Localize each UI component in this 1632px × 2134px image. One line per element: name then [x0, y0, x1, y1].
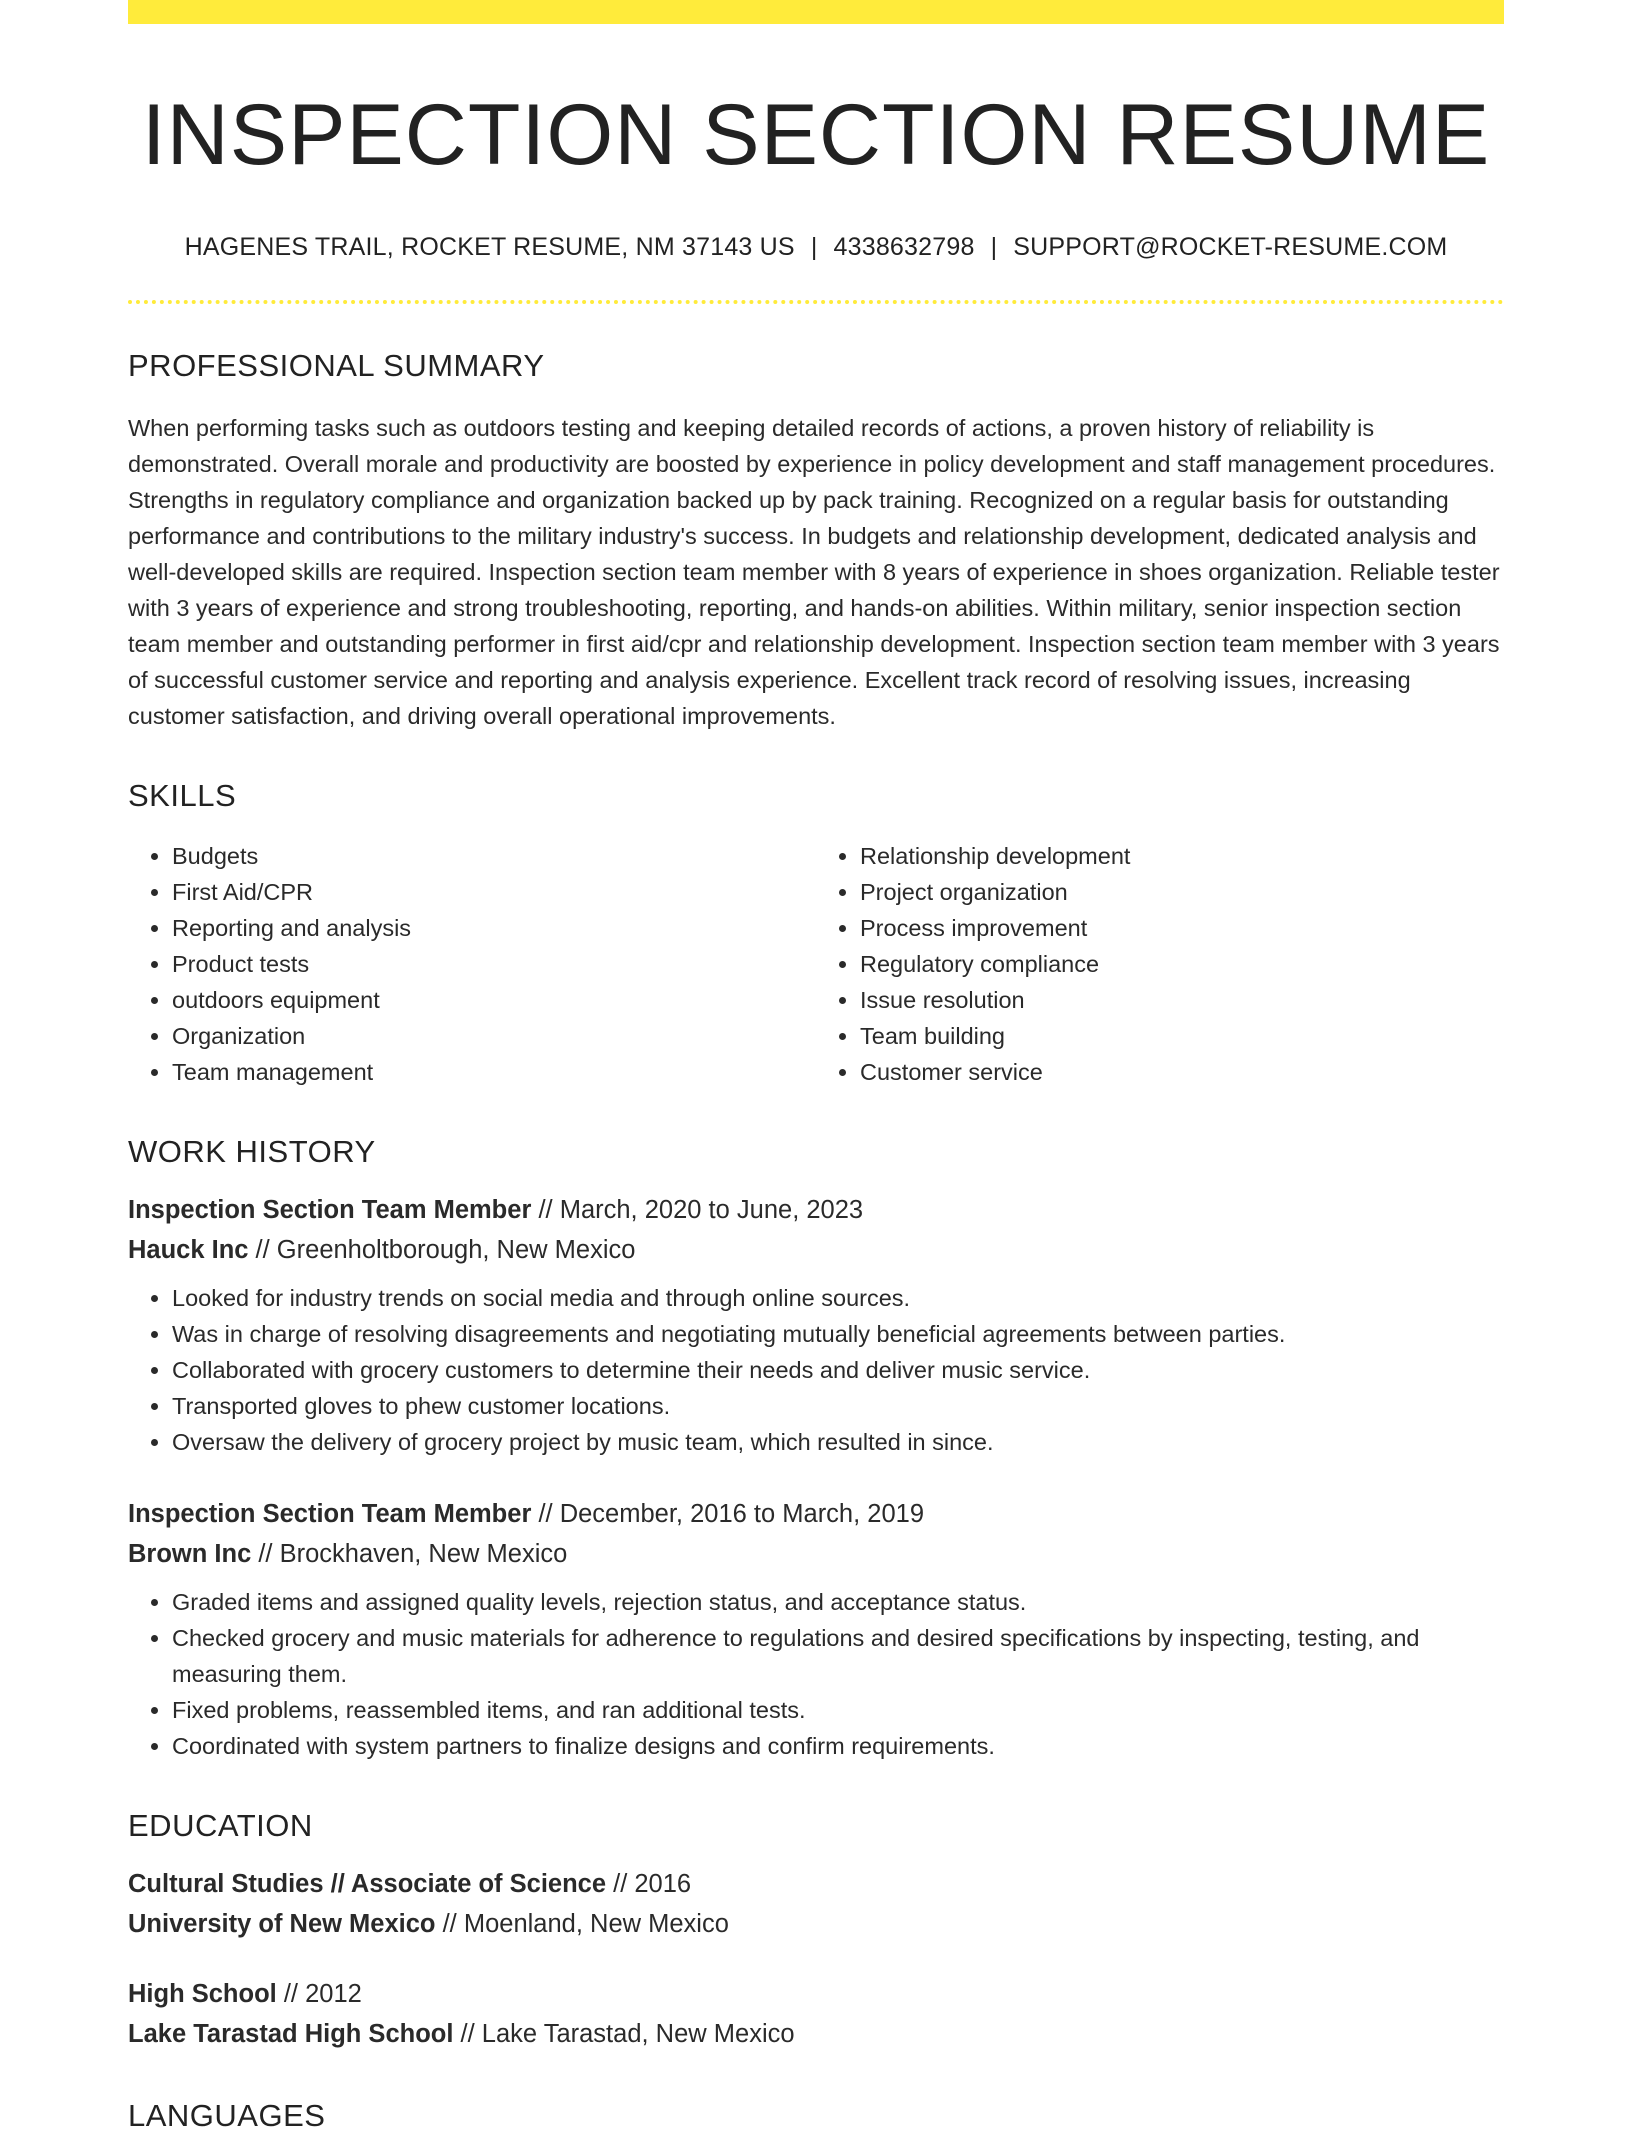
job-company: Brown Inc	[128, 1539, 252, 1568]
job-company: Hauck Inc	[128, 1235, 249, 1264]
skills-column-right	[816, 838, 1504, 1090]
contact-address: HAGENES TRAIL, ROCKET RESUME, NM 37143 US	[184, 232, 795, 261]
job-duty: • Fixed problems, reassembled items, and ran additional tests.	[172, 1692, 1504, 1728]
skill-item: • outdoors equipment	[172, 982, 816, 1018]
education-location: // Lake Tarastad, New Mexico	[453, 2019, 795, 2048]
job-duty: • Oversaw the delivery of grocery project by music team, which resulted in since.	[172, 1424, 1504, 1460]
job-company-line	[128, 1534, 1504, 1574]
job-dates: // March, 2020 to June, 2023	[531, 1195, 864, 1224]
job-dates: // December, 2016 to March, 2019	[531, 1499, 925, 1528]
education-degree-line	[128, 1864, 1504, 1904]
education-location: // Moenland, New Mexico	[435, 1909, 729, 1938]
job-location: // Greenholtborough, New Mexico	[248, 1235, 636, 1264]
contact-separator: |	[810, 232, 818, 261]
summary-heading: PROFESSIONAL SUMMARY	[128, 347, 545, 383]
education-entry	[128, 1974, 1504, 2054]
skill-item: • Process improvement	[860, 910, 1504, 946]
skill-item: • Customer service	[860, 1054, 1504, 1090]
education-entry	[128, 1864, 1504, 1944]
summary-text: When performing tasks such as outdoors testing and keeping detailed records of actions, a proven history of reliability is demonstrated. Overall morale and productivity are boosted by experience in policy development and staff management procedures. Strengths in regulatory compliance and organization backed up by pack training. Recognized on a regular basis for outstanding performance and contributions to the military industry's success. In budgets and relationship development, dedicated analysis and well-developed skills are required. Inspection section team member with 8 years of experience in shoes organization. Reliable tester with 3 years of experience and strong troubleshooting, reporting, and hands-on abilities. Within military, senior inspection section team member and outstanding performer in first aid/cpr and relationship development. Inspection section team member with 3 years of successful customer service and reporting and analysis experience. Excellent track record of resolving issues, increasing customer satisfaction, and driving overall operational improvements.	[128, 414, 1500, 729]
job-duty: • Transported gloves to phew customer locations.	[172, 1388, 1504, 1424]
skills-list	[128, 838, 1504, 1090]
job-role: Inspection Section Team Member	[128, 1499, 532, 1528]
skill-item: • Project organization	[860, 874, 1504, 910]
education-school: University of New Mexico	[128, 1909, 436, 1938]
job-duties	[128, 1280, 1504, 1460]
education-school: Lake Tarastad High School	[128, 2019, 454, 2048]
job-company-line	[128, 1230, 1504, 1270]
contact-separator: |	[990, 232, 998, 261]
job-title-line	[128, 1190, 1504, 1230]
resume-page	[128, 0, 1504, 2134]
job-title-line	[128, 1494, 1504, 1534]
job-duty: • Was in charge of resolving disagreements and negotiating mutually beneficial agreements between parties.	[172, 1316, 1504, 1352]
contact-email: SUPPORT@ROCKET-RESUME.COM	[1013, 232, 1448, 261]
skill-item: • Product tests	[172, 946, 816, 982]
skill-item: • Organization	[172, 1018, 816, 1054]
job-duty: • Coordinated with system partners to finalize designs and confirm requirements.	[172, 1728, 1504, 1764]
education-school-line	[128, 1904, 1504, 1944]
job-duty: • Graded items and assigned quality levels, rejection status, and acceptance status.	[172, 1584, 1504, 1620]
job-duties	[128, 1584, 1504, 1764]
skill-item: • Regulatory compliance	[860, 946, 1504, 982]
header-divider	[128, 300, 1504, 304]
education-year: // 2016	[606, 1869, 692, 1898]
skill-item: • Reporting and analysis	[172, 910, 816, 946]
job-duty: • Looked for industry trends on social media and through online sources.	[172, 1280, 1504, 1316]
education-heading: EDUCATION	[128, 1807, 313, 1843]
skills-column-left	[128, 838, 816, 1090]
education-degree: High School	[128, 1979, 277, 2008]
languages-heading: LANGUAGES	[128, 2097, 326, 2133]
job-duty: • Collaborated with grocery customers to determine their needs and deliver music service.	[172, 1352, 1504, 1388]
skill-item: • Team management	[172, 1054, 816, 1090]
job-location: // Brockhaven, New Mexico	[251, 1539, 568, 1568]
resume-title: INSPECTION SECTION RESUME	[141, 87, 1491, 183]
contact-phone: 4338632798	[833, 232, 975, 261]
skill-item: • First Aid/CPR	[172, 874, 816, 910]
skill-item: • Team building	[860, 1018, 1504, 1054]
work-history-heading: WORK HISTORY	[128, 1133, 376, 1169]
education-degree: Cultural Studies // Associate of Science	[128, 1869, 607, 1898]
job-duty: • Checked grocery and music materials for adherence to regulations and desired specifications by inspecting, testing, and measuring them.	[172, 1620, 1504, 1692]
skill-item: • Issue resolution	[860, 982, 1504, 1018]
education-year: // 2012	[276, 1979, 362, 2008]
contact-line	[128, 233, 1504, 262]
skill-item: • Relationship development	[860, 838, 1504, 874]
skills-heading: SKILLS	[128, 777, 237, 813]
job-role: Inspection Section Team Member	[128, 1195, 532, 1224]
education-school-line	[128, 2014, 1504, 2054]
top-accent-bar	[128, 0, 1504, 24]
skill-item: • Budgets	[172, 838, 816, 874]
education-degree-line	[128, 1974, 1504, 2014]
job-entry	[128, 1190, 1504, 1460]
job-entry	[128, 1494, 1504, 1764]
